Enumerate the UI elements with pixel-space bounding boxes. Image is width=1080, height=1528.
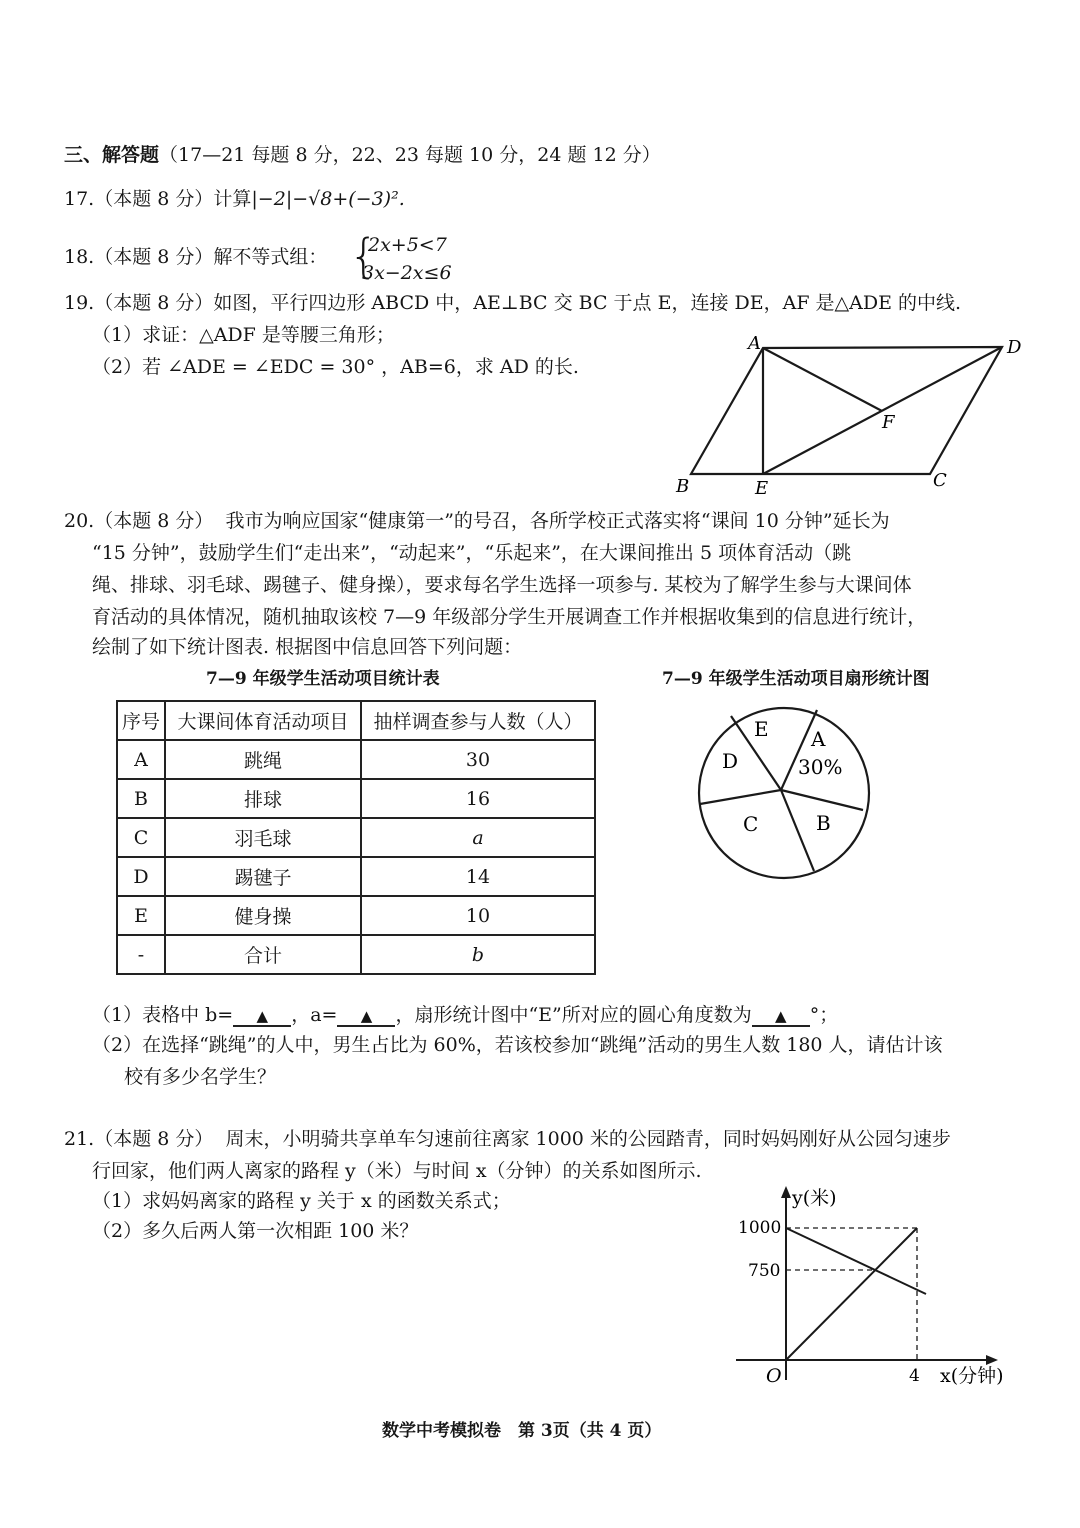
pie-divider bbox=[781, 790, 814, 871]
q19-part-2: （2）若 ∠ADE = ∠EDC = 30° ，AB=6，求 AD 的长. bbox=[92, 356, 579, 378]
q17-number: 17. bbox=[64, 188, 95, 210]
q20-line-2: “15 分钟”，鼓励学生们“走出来”，“动起来”，“乐起来”，在大课间推出 5 项体育活动（跳 bbox=[92, 542, 852, 564]
table-cell: 排球 bbox=[165, 779, 361, 818]
tick-1000: 1000 bbox=[738, 1218, 782, 1238]
pie-label-b: B bbox=[816, 811, 831, 835]
question-17 bbox=[64, 186, 405, 212]
q21-line-1: 周末，小明骑共享单车匀速前往离家 1000 米的公园踏青，同时妈妈刚好从公园匀速步 bbox=[225, 1128, 951, 1150]
table-cell: 16 bbox=[361, 779, 595, 818]
table-cell: 30 bbox=[361, 740, 595, 779]
q20-part-2: （2）在选择“跳绳”的人中，男生占比为 60%，若该校参加“跳绳”活动的男生人数 180 人，请估计该 bbox=[92, 1034, 943, 1056]
tick-4: 4 bbox=[909, 1366, 920, 1386]
table-cell: - bbox=[117, 935, 165, 974]
table-cell: b bbox=[361, 935, 595, 974]
y-axis-label: y(米) bbox=[792, 1187, 837, 1209]
q20-line-4: 育活动的具体情况，随机抽取该校 7—9 年级部分学生开展调查工作并根据收集到的信息进行统计， bbox=[92, 606, 927, 628]
q18-points: （本题 8 分） bbox=[94, 246, 214, 268]
section-note: （17—21 每题 8 分，22、23 每题 10 分，24 题 12 分） bbox=[159, 144, 661, 166]
q19-number: 19. bbox=[64, 292, 95, 314]
answer-blank-a: ▲ bbox=[337, 1007, 395, 1027]
table-cell: 合计 bbox=[165, 935, 361, 974]
q18-text: 解不等式组： bbox=[213, 246, 328, 268]
q18-brace: { bbox=[349, 229, 379, 283]
x-axis-label: x(分钟) bbox=[940, 1365, 1004, 1387]
question-18 bbox=[64, 244, 327, 270]
table-header-row bbox=[117, 701, 595, 740]
q18-inequality-1: 2x+5<7 bbox=[368, 234, 447, 256]
q21-points: （本题 8 分） bbox=[94, 1128, 214, 1150]
q20-number: 20. bbox=[64, 510, 95, 532]
pie-chart bbox=[690, 700, 880, 890]
question-19 bbox=[64, 290, 961, 316]
table-cell: 健身操 bbox=[165, 896, 361, 935]
pie-divider bbox=[700, 790, 781, 804]
x-arrow bbox=[986, 1355, 998, 1365]
header-cell: 抽样调查参与人数（人） bbox=[361, 701, 595, 740]
table-title: 7—9 年级学生活动项目统计表 bbox=[206, 669, 440, 689]
question-20 bbox=[64, 508, 890, 534]
label-f: F bbox=[882, 412, 895, 433]
table-row bbox=[117, 818, 595, 857]
section-title: 三、解答题 bbox=[64, 144, 160, 166]
xiaoming-line bbox=[786, 1228, 917, 1360]
table-cell: a bbox=[361, 818, 595, 857]
label-e: E bbox=[755, 478, 769, 499]
table-row bbox=[117, 779, 595, 818]
origin-label: O bbox=[766, 1365, 782, 1387]
q17-text: 计算 bbox=[213, 188, 252, 210]
table-cell: C bbox=[117, 818, 165, 857]
label-b: B bbox=[676, 476, 690, 497]
q20-part-1-text-b: ，a= bbox=[291, 1004, 338, 1026]
header-cell: 大课间体育活动项目 bbox=[165, 701, 361, 740]
label-c: C bbox=[933, 470, 947, 491]
pie-label-e: E bbox=[754, 717, 769, 741]
pie-label-a-percent: 30% bbox=[798, 755, 843, 779]
q20-line-1: 我市为响应国家“健康第一”的号召，各所学校正式落实将“课间 10 分钟”延长为 bbox=[225, 510, 890, 532]
table-cell: 踢毽子 bbox=[165, 857, 361, 896]
table-cell: D bbox=[117, 857, 165, 896]
label-a: A bbox=[748, 333, 761, 354]
q17-expression: |−2|−√8+(−3)². bbox=[251, 188, 405, 210]
table-cell: 14 bbox=[361, 857, 595, 896]
q19-text: 如图，平行四边形 ABCD 中，AE⊥BC 交 BC 于点 E，连接 DE，AF 是△ADE 的中线. bbox=[213, 292, 962, 314]
pie-divider bbox=[781, 790, 863, 810]
tick-750: 750 bbox=[748, 1261, 781, 1281]
segment-af bbox=[763, 348, 882, 411]
header-cell: 序号 bbox=[117, 701, 165, 740]
section-header bbox=[64, 142, 661, 168]
q18-inequality-2: 3x−2x≤6 bbox=[362, 262, 452, 284]
table-row bbox=[117, 935, 595, 974]
q20-part-1-text-d: °； bbox=[809, 1004, 839, 1026]
activity-table bbox=[116, 700, 596, 975]
table-cell: 10 bbox=[361, 896, 595, 935]
q21-part-2: （2）多久后两人第一次相距 100 米？ bbox=[92, 1220, 419, 1242]
y-arrow bbox=[781, 1186, 791, 1198]
answer-blank-angle: ▲ bbox=[752, 1007, 810, 1027]
label-d: D bbox=[1007, 337, 1022, 358]
table-row bbox=[117, 857, 595, 896]
q20-line-3: 绳、排球、羽毛球、踢毽子、健身操），要求每名学生选择一项参与. 某校为了解学生参与大课间体 bbox=[92, 574, 912, 596]
q19-part-1: （1）求证：△ADF 是等腰三角形； bbox=[92, 324, 395, 346]
q17-points: （本题 8 分） bbox=[94, 188, 214, 210]
parallelogram-figure bbox=[660, 330, 1040, 500]
table-cell: 羽毛球 bbox=[165, 818, 361, 857]
table-row bbox=[117, 896, 595, 935]
q20-part-1-text-c: ，扇形统计图中“E”所对应的圆心角度数为 bbox=[395, 1004, 752, 1026]
pie-label-c: C bbox=[743, 812, 759, 836]
page-footer: 数学中考模拟卷 第 3页（共 4 页） bbox=[382, 1421, 662, 1441]
q19-points: （本题 8 分） bbox=[94, 292, 214, 314]
table-cell: E bbox=[117, 896, 165, 935]
pie-circle bbox=[699, 708, 869, 878]
q20-part-2-cont: 校有多少名学生？ bbox=[124, 1066, 277, 1088]
q20-line-5: 绘制了如下统计图表. 根据图中信息回答下列问题： bbox=[92, 636, 523, 658]
q21-number: 21. bbox=[64, 1128, 95, 1150]
pie-title: 7—9 年级学生活动项目扇形统计图 bbox=[662, 669, 930, 689]
table-cell: 跳绳 bbox=[165, 740, 361, 779]
q20-part-1 bbox=[92, 1002, 838, 1028]
table-cell: B bbox=[117, 779, 165, 818]
q20-points: （本题 8 分） bbox=[94, 510, 214, 532]
q20-part-1-text-a: （1）表格中 b= bbox=[92, 1004, 234, 1026]
answer-blank-b: ▲ bbox=[233, 1007, 291, 1027]
q21-line-2: 行回家，他们两人离家的路程 y（米）与时间 x（分钟）的关系如图所示. bbox=[92, 1160, 702, 1182]
table-row bbox=[117, 740, 595, 779]
q18-number: 18. bbox=[64, 246, 95, 268]
mom-line bbox=[786, 1228, 926, 1294]
distance-time-graph bbox=[730, 1184, 1020, 1394]
table-cell: A bbox=[117, 740, 165, 779]
q21-part-1: （1）求妈妈离家的路程 y 关于 x 的函数关系式； bbox=[92, 1190, 511, 1212]
pie-label-d: D bbox=[722, 749, 739, 773]
question-21 bbox=[64, 1126, 951, 1152]
parallelogram-abcd bbox=[691, 347, 1002, 474]
pie-label-a: A bbox=[811, 727, 826, 751]
